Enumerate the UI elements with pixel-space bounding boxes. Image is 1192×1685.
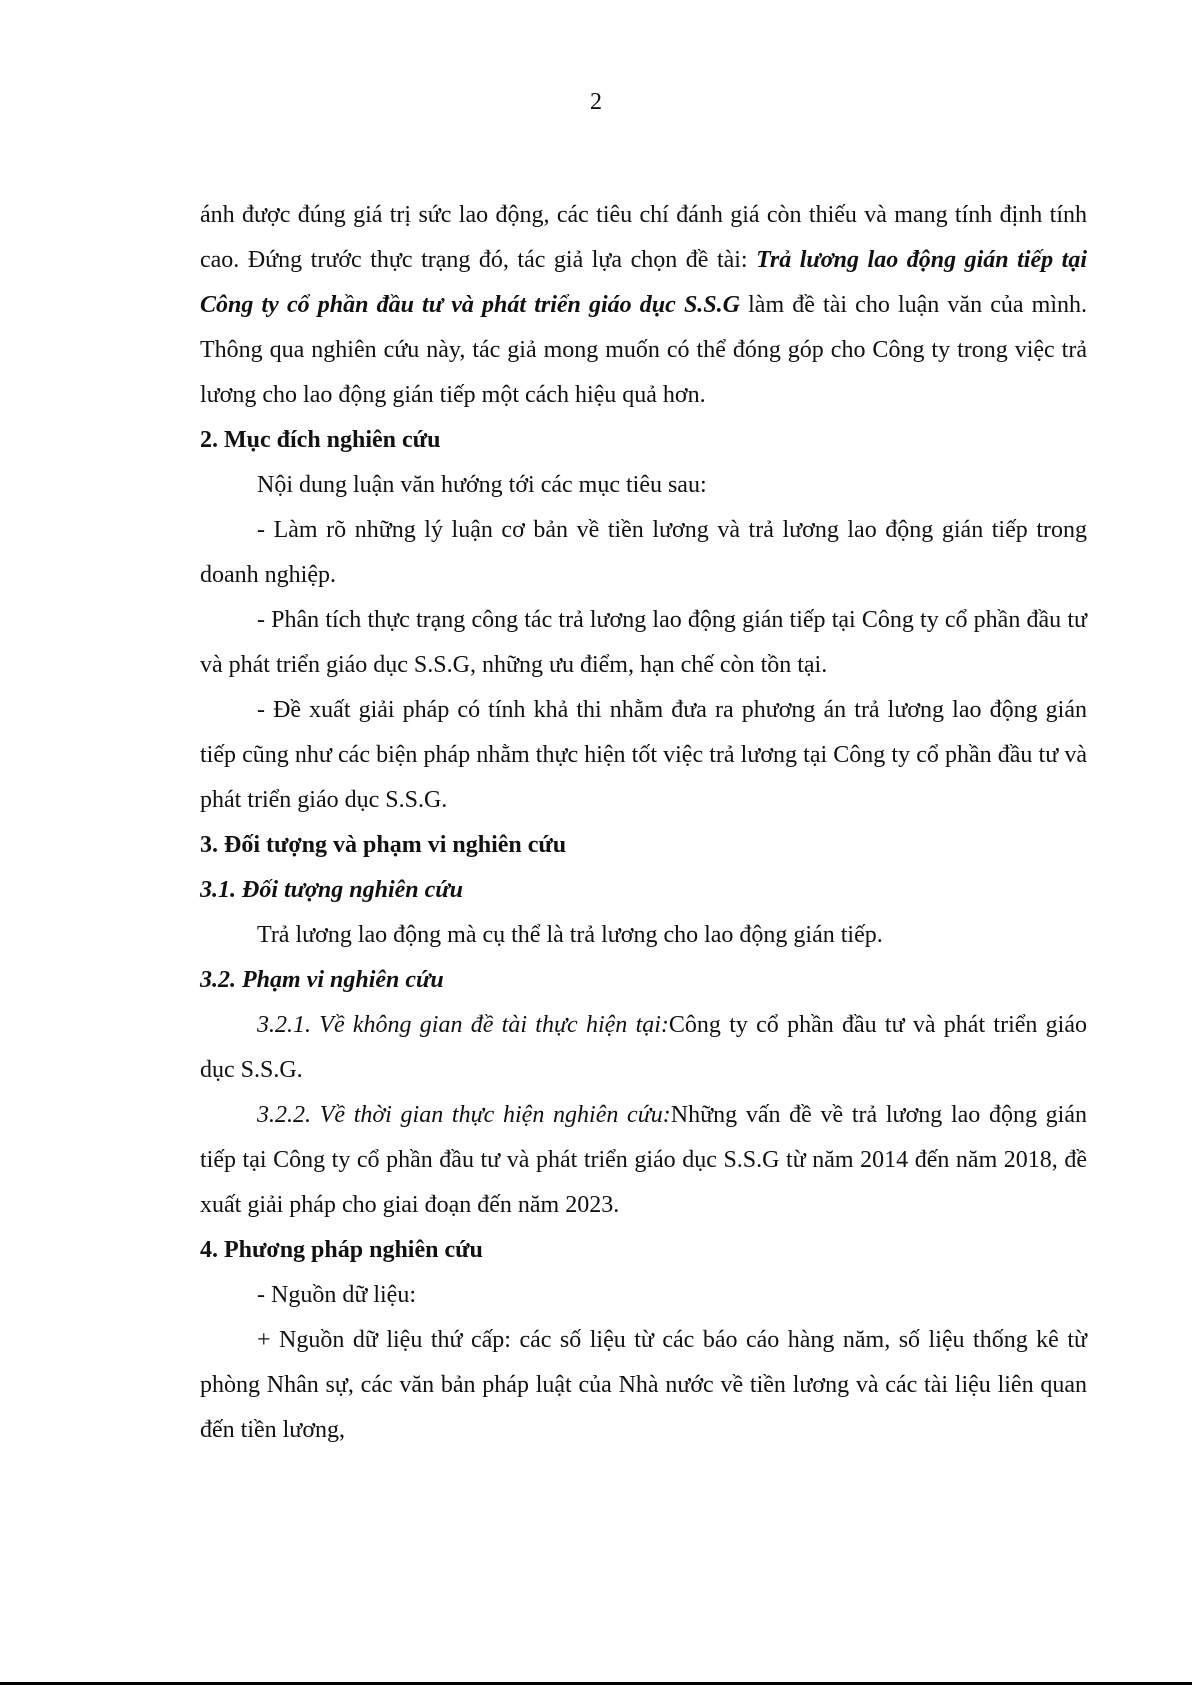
paragraph-secondary-data: + Nguồn dữ liệu thứ cấp: các số liệu từ các báo cáo hàng năm, số liệu thống kê từ phòng Nhân sự, các văn bản pháp luật của Nhà nước về tiền lương và các tài liệu liên quan đến tiền lương,: [200, 1327, 1087, 1443]
thesis-topic: Trả lương lao động gián tiếp tại Công ty cổ phần đầu tư và phát triển giáo dục S.S.G: [200, 247, 1087, 318]
purpose-item-3: - Đề xuất giải pháp có tính khả thi nhằm đưa ra phương án trả lương lao động gián tiếp cũng như các biện pháp nhằm thực hiện tốt việc trả lương tại Công ty cổ phần đầu tư và phát triển giáo dục S.S.G.: [200, 697, 1087, 813]
paragraph-purpose-lead: Nội dung luận văn hướng tới các mục tiêu sau:: [257, 472, 707, 498]
scope-time-text: Những vấn đề về trả lương lao động gián tiếp tại Công ty cổ phần đầu tư và phát triển giáo dục S.S.G từ năm 2014 đến năm 2018, đề xuất giải pháp cho giai đoạn đến năm 2023.: [200, 1102, 1087, 1218]
scope-space-label: 3.2.1. Về không gian đề tài thực hiện tại:: [257, 1012, 669, 1038]
purpose-item-1: - Làm rõ những lý luận cơ bản về tiền lương và trả lương lao động gián tiếp trong doanh nghiệp.: [200, 517, 1087, 588]
scope-space-text: Công ty cổ phần đầu tư và phát triển giáo dục S.S.G.: [200, 1012, 1087, 1083]
heading-research-method: 4. Phương pháp nghiên cứu: [200, 1237, 483, 1263]
page-body: [200, 193, 1087, 1453]
purpose-item-2: - Phân tích thực trạng công tác trả lương lao động gián tiếp tại Công ty cổ phần đầu tư và phát triển giáo dục S.S.G, những ưu điểm, hạn chế còn tồn tại.: [200, 607, 1087, 678]
heading-object-scope: 3. Đối tượng và phạm vi nghiên cứu: [200, 832, 567, 858]
paragraph-intro-continued: [200, 193, 1087, 418]
heading-research-object: 3.1. Đối tượng nghiên cứu: [200, 877, 464, 903]
intro-text: ánh được đúng giá trị sức lao động, các tiêu chí đánh giá còn thiếu và mang tính định tính cao. Đứng trước thực trạng đó, tác giả lựa chọn đề tài:: [200, 202, 1087, 273]
paragraph-research-object: Trả lương lao động mà cụ thể là trả lương cho lao động gián tiếp.: [257, 922, 883, 948]
paragraph-scope-time: [200, 1093, 1087, 1228]
heading-research-scope: 3.2. Phạm vi nghiên cứu: [200, 967, 444, 993]
intro-text-end: làm đề tài cho luận văn của mình. Thông qua nghiên cứu này, tác giả mong muốn có thể đóng góp cho Công ty trong việc trả lương cho lao động gián tiếp một cách hiệu quả hơn.: [200, 292, 1087, 408]
paragraph-scope-space: [200, 1003, 1087, 1093]
scope-time-label: 3.2.2. Về thời gian thực hiện nghiên cứu:: [257, 1102, 671, 1128]
heading-research-purpose: 2. Mục đích nghiên cứu: [200, 427, 441, 453]
paragraph-data-sources: - Nguồn dữ liệu:: [257, 1282, 416, 1308]
page-number: 2: [590, 89, 602, 115]
